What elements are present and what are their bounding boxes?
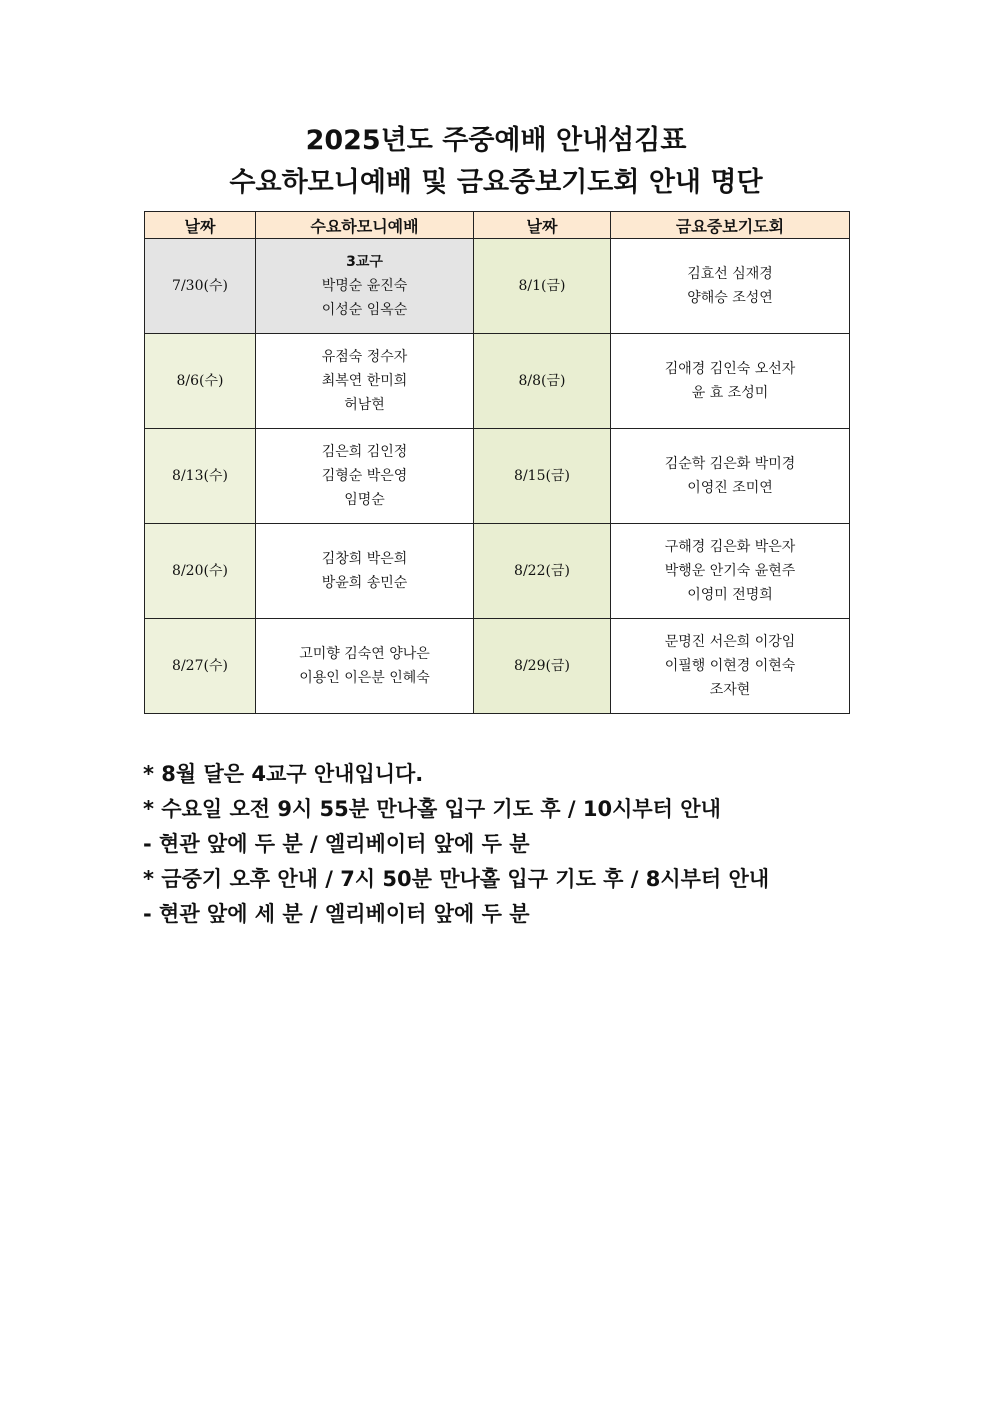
fri-date-cell: 8/1(금) [474,239,611,334]
wed-date-cell: 7/30(수) [145,239,256,334]
fri-names-cell [611,524,850,619]
name-line: 김순학 김은화 박미경 [664,456,796,472]
name-line: 유점숙 정수자 [321,349,408,365]
table-row [145,239,850,334]
note-line: * 금중기 오후 안내 / 7시 50분 만나홀 입구 기도 후 / 8시부터 안내 [143,867,770,891]
header-wed-service: 수요하모니예배 [256,212,474,239]
name-line: 최복연 한미희 [321,373,408,389]
fri-date-cell: 8/22(금) [474,524,611,619]
header-fri-date: 날짜 [474,212,611,239]
name-line: 임명순 [344,492,385,508]
wed-names-cell [256,524,474,619]
note-line: * 8월 달은 4교구 안내입니다. [143,762,424,786]
note-line: * 수요일 오전 9시 55분 만나홀 입구 기도 후 / 10시부터 안내 [143,797,721,821]
name-line: 김형순 박은영 [321,468,408,484]
wed-date-cell: 8/27(수) [145,619,256,714]
wed-names-cell [256,429,474,524]
notes-section [143,757,769,932]
wed-date-cell: 8/6(수) [145,334,256,429]
name-line: 고미향 김숙연 양나은 [299,646,430,662]
name-line: 구해경 김은화 박은자 [664,539,796,555]
table-header-row [145,212,850,239]
name-line: 이성순 임옥순 [321,302,408,318]
name-line: 윤 효 조성미 [691,385,769,401]
table-row [145,619,850,714]
name-line: 박행운 안기숙 윤현주 [664,563,796,579]
name-line: 이영미 전명희 [687,587,773,603]
fri-names-cell [611,429,850,524]
header-fri-service: 금요중보기도회 [611,212,850,239]
fri-date-cell: 8/8(금) [474,334,611,429]
table-row [145,429,850,524]
name-line: 이용인 이은분 인혜숙 [299,670,430,686]
page-title: 2025년도 주중예배 안내섬김표 [305,125,687,156]
wed-names-cell [256,239,474,334]
schedule-table [144,211,850,714]
wed-names-cell [256,334,474,429]
wed-date-cell: 8/13(수) [145,429,256,524]
note-line: - 현관 앞에 세 분 / 엘리베이터 앞에 두 분 [143,902,530,926]
name-line: 이영진 조미연 [687,480,773,496]
header-wed-date: 날짜 [145,212,256,239]
district-label: 3교구 [346,254,383,270]
fri-date-cell: 8/15(금) [474,429,611,524]
fri-names-cell [611,334,850,429]
name-line: 허남현 [344,397,385,413]
name-line: 김애경 김인숙 오선자 [664,361,796,377]
table-row [145,524,850,619]
fri-names-cell [611,239,850,334]
table-row [145,334,850,429]
name-line: 김은희 김인정 [321,444,408,460]
page-subtitle: 수요하모니예배 및 금요중보기도회 안내 명단 [229,167,763,198]
name-line: 방윤희 송민순 [321,575,408,591]
fri-names-cell [611,619,850,714]
wed-names-cell [256,619,474,714]
note-line: - 현관 앞에 두 분 / 엘리베이터 앞에 두 분 [143,832,530,856]
name-line: 박명순 윤진숙 [321,278,408,294]
name-line: 김창희 박은희 [321,551,408,567]
name-line: 조자현 [709,682,751,698]
name-line: 김효선 심재경 [687,266,773,282]
wed-date-cell: 8/20(수) [145,524,256,619]
fri-date-cell: 8/29(금) [474,619,611,714]
name-line: 문명진 서은희 이강임 [664,634,796,650]
name-line: 양해승 조성연 [687,290,773,306]
name-line: 이필행 이현경 이현숙 [664,658,796,674]
